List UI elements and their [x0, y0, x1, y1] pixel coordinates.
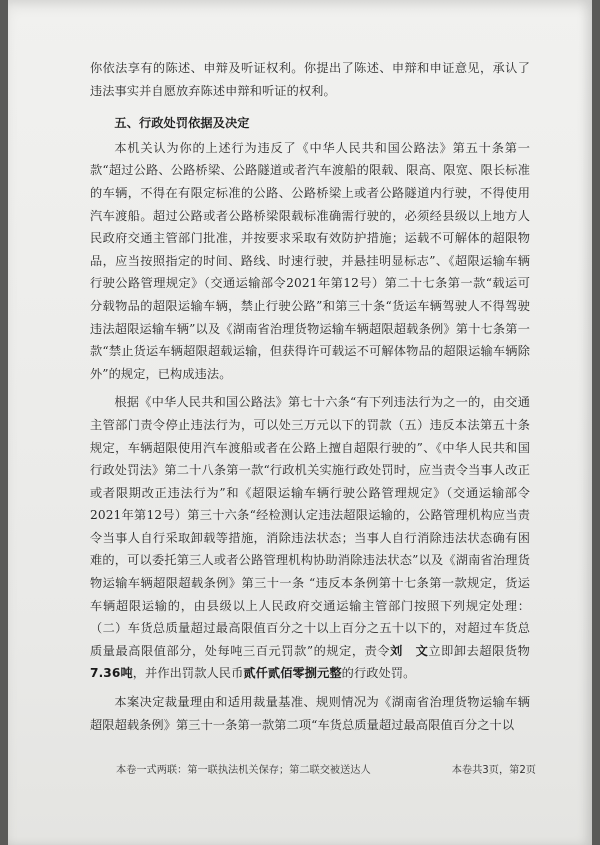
penalty-basis-text: 根据《中华人民共和国公路法》第七十六条“有下列违法行为之一的，由交通主管部门责令停止违法行为，可以处三万元以下的罚款（五）违反本法第五十条规定，车辆超限使用汽车渡船或者在公路上擅自超限行驶的”、《中华人民共和国行政处罚法》第二十八条第一款“行政机关实施行政处罚时，应当责令当事人改正或者限期改正违法行为”和《超限运输车辆行驶公路管理规定》（交通运输部令2021年第12号）第三十六条“经检测认定违法超限运输的，公路管理机构应当责令当事人自行采取卸载等措施，消除违法状态；当事人自行消除违法状态确有困难的，可以委托第三人或者公路管理机构协助消除违法状态”以及《湖南省治理货物运输车辆超限超载条例》第三十一条 “违反本条例第十七条第一款规定，货运车辆超限运输的，由县级以上人民政府交通运输主管部门按照下列规定处理：（二）车货总质量超过最高限值百分之十以上百分之五十以下的，对超过车货总质量最高限值部分，处每吨三百元罚款”的规定，责令: [90, 395, 530, 658]
document-page: [8, 0, 592, 845]
fine-intro-text: ，并作出罚款人民币: [132, 666, 244, 681]
unload-order-text: 立即卸去超限货物: [428, 643, 530, 658]
copy-note: 本卷一式两联：第一联执法机关保存；第二联交被送达人: [116, 765, 371, 776]
penalty-decision-paragraph: [90, 391, 530, 685]
overload-weight: 7.36吨: [90, 666, 133, 681]
intro-paragraph: 你依法享有的陈述、申辩及听证权利。你提出了陈述、申辩和申证意见，承认了违法事实并自愿放弃陈述申辩和听证的权利。: [90, 61, 530, 98]
party-name: 刘 文: [390, 643, 429, 658]
document-body: [90, 57, 530, 736]
page-footer: [116, 761, 536, 776]
legal-basis-paragraph: 本机关认为你的上述行为违反了《中华人民共和国公路法》第五十条第一款“超过公路、公路桥梁、公路隧道或者汽车渡船的限载、限高、限宽、限长标准的车辆，不得在有限定标准的公路、公路桥梁上或者公路隧道内行驶，不得使用汽车渡船。超过公路或者公路桥梁限载标准确需行驶的，必须经县级以上地方人民政府交通主管部门批准，并按要求采取有效防护措施；运载不可解体的超限物品，应当按照指定的时间、路线、时速行驶，并悬挂明显标志”、《超限运输车辆行驶公路管理规定》（交通运输部令2021年第12号）第二十七条第一款“载运可分载物品的超限运输车辆，禁止行驶公路”和第三十条“货运车辆驾驶人不得驾驶违法超限运输车辆”以及《湖南省治理货物运输车辆超限超载条例》第十七条第一款“禁止货运车辆超限超载运输，但获得许可载运不可解体物品的超限运输车辆除外”的规定，已构成违法。: [90, 140, 530, 381]
page-number: 本卷共3页，第2页: [451, 765, 536, 776]
discretion-paragraph: 本案决定裁量理由和适用裁量基准、规则情况为《湖南省治理货物运输车辆超限超载条例》第三十一条第一款第二项“车货总质量超过最高限值百分之十以: [90, 695, 530, 732]
fine-amount: 贰仟贰佰零捌元整: [243, 666, 342, 681]
section-heading: 五、行政处罚依据及决定: [114, 116, 250, 131]
penalty-end-text: 的行政处罚。: [341, 666, 416, 681]
